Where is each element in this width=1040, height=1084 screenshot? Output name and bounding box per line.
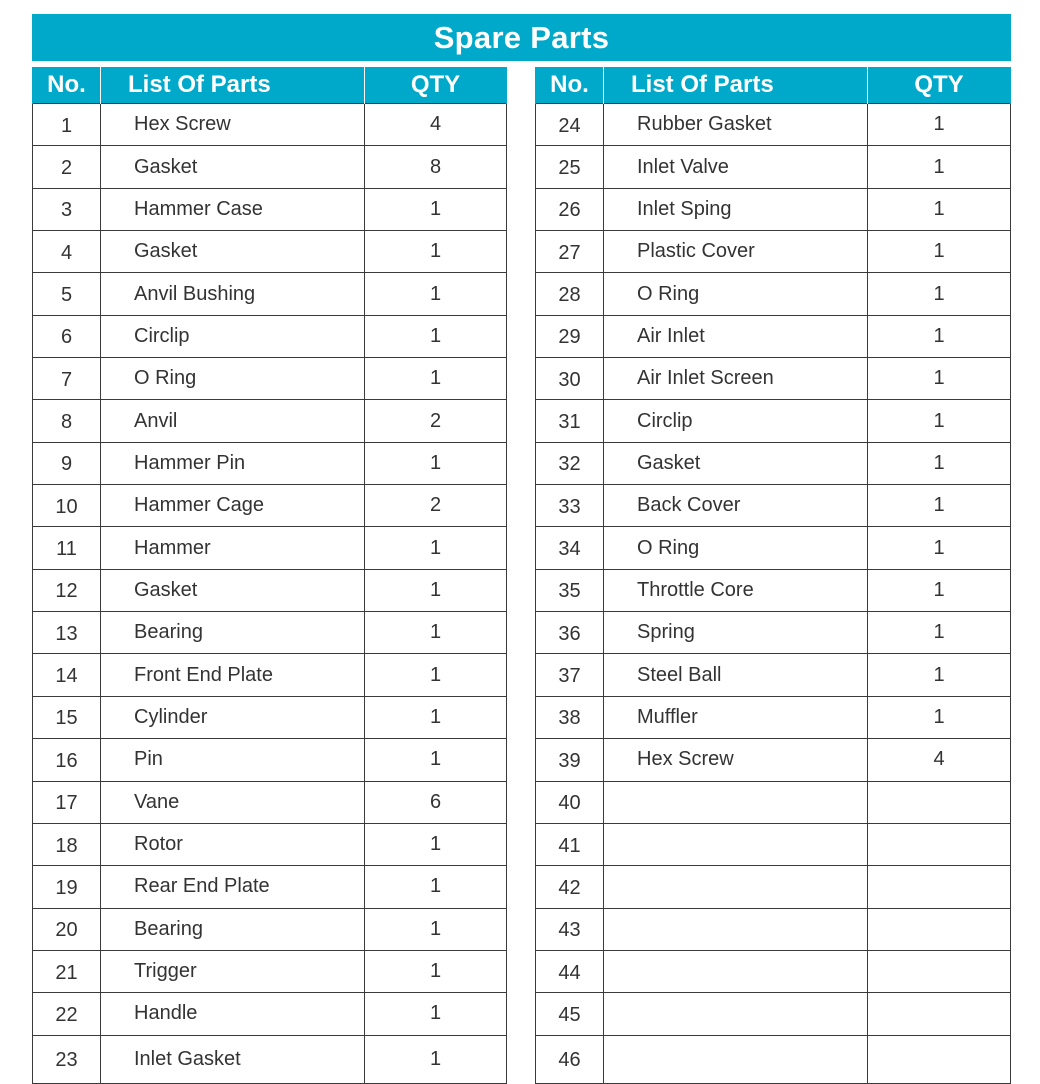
part-number: 37 [536,654,604,696]
part-qty: 1 [365,739,507,781]
part-qty: 2 [365,485,507,527]
part-qty: 1 [868,104,1011,146]
part-qty [868,1035,1011,1083]
part-qty: 1 [365,612,507,654]
table-row [536,739,1011,781]
table-row [33,315,507,357]
part-number: 22 [33,993,101,1035]
part-number: 39 [536,739,604,781]
part-name: Pin [101,739,365,781]
part-name: Rotor [101,823,365,865]
part-number: 7 [33,358,101,400]
part-qty: 1 [868,273,1011,315]
part-number: 25 [536,146,604,188]
part-qty: 1 [868,146,1011,188]
part-number: 46 [536,1035,604,1083]
part-number: 32 [536,442,604,484]
part-name: O Ring [604,527,868,569]
part-qty: 4 [868,739,1011,781]
part-name: O Ring [604,273,868,315]
parts-table-right [535,67,1011,1084]
part-number: 23 [33,1035,101,1083]
part-number: 2 [33,146,101,188]
column-header-parts: List Of Parts [101,67,365,104]
part-qty: 1 [868,231,1011,273]
part-name: Hex Screw [101,104,365,146]
part-number: 10 [33,485,101,527]
part-qty: 1 [365,231,507,273]
table-row [33,950,507,992]
part-number: 33 [536,485,604,527]
part-qty: 1 [868,442,1011,484]
part-name: Plastic Cover [604,231,868,273]
table-row [33,781,507,823]
part-number: 12 [33,569,101,611]
table-row [536,146,1011,188]
column-header-qty: QTY [868,67,1011,104]
table-row [33,1035,507,1083]
part-number: 13 [33,612,101,654]
table-row [536,485,1011,527]
table-row [536,442,1011,484]
part-name: Inlet Valve [604,146,868,188]
part-name: O Ring [101,358,365,400]
part-number: 21 [33,950,101,992]
part-name: Gasket [604,442,868,484]
table-row [33,823,507,865]
table-row [536,696,1011,738]
part-qty: 1 [365,654,507,696]
parts-table-left-body [33,104,507,1084]
part-qty [868,950,1011,992]
part-qty: 4 [365,104,507,146]
table-row [33,612,507,654]
part-name: Spring [604,612,868,654]
table-row [33,188,507,230]
part-name: Trigger [101,950,365,992]
part-number: 4 [33,231,101,273]
part-name: Anvil [101,400,365,442]
table-row [536,654,1011,696]
part-qty [868,866,1011,908]
part-qty: 1 [365,823,507,865]
table-row [33,696,507,738]
part-name: Hex Screw [604,739,868,781]
part-name: Gasket [101,231,365,273]
part-number: 38 [536,696,604,738]
part-qty: 1 [868,654,1011,696]
part-name: Vane [101,781,365,823]
part-name: Hammer Cage [101,485,365,527]
part-number: 44 [536,950,604,992]
part-name: Rear End Plate [101,866,365,908]
table-row [33,908,507,950]
part-qty: 1 [365,908,507,950]
part-qty: 1 [365,696,507,738]
part-number: 26 [536,188,604,230]
part-number: 9 [33,442,101,484]
part-name: Inlet Gasket [101,1035,365,1083]
part-number: 34 [536,527,604,569]
part-qty: 1 [868,612,1011,654]
table-row [33,527,507,569]
part-name: Bearing [101,612,365,654]
part-qty: 1 [365,950,507,992]
part-name: Circlip [604,400,868,442]
part-qty: 1 [365,358,507,400]
table-row [536,823,1011,865]
table-row [536,188,1011,230]
part-name [604,866,868,908]
table-row [536,104,1011,146]
part-qty: 1 [365,273,507,315]
part-number: 40 [536,781,604,823]
part-qty: 1 [868,400,1011,442]
part-qty: 1 [868,527,1011,569]
part-name: Steel Ball [604,654,868,696]
part-name: Gasket [101,146,365,188]
part-qty: 1 [868,696,1011,738]
table-row [536,1035,1011,1083]
part-qty [868,781,1011,823]
table-row [536,273,1011,315]
part-number: 20 [33,908,101,950]
part-number: 5 [33,273,101,315]
part-number: 8 [33,400,101,442]
part-name: Hammer [101,527,365,569]
table-row [536,908,1011,950]
part-number: 24 [536,104,604,146]
table-row [536,231,1011,273]
part-qty: 1 [365,527,507,569]
table-row [536,950,1011,992]
part-name: Hammer Case [101,188,365,230]
part-name: Circlip [101,315,365,357]
part-qty: 1 [868,188,1011,230]
part-number: 35 [536,569,604,611]
part-qty: 1 [868,358,1011,400]
table-row [536,993,1011,1035]
part-qty: 1 [365,1035,507,1083]
part-name: Air Inlet [604,315,868,357]
part-name: Gasket [101,569,365,611]
part-number: 36 [536,612,604,654]
parts-table-right-body [536,104,1011,1084]
part-number: 11 [33,527,101,569]
part-number: 19 [33,866,101,908]
part-name [604,993,868,1035]
part-name: Air Inlet Screen [604,358,868,400]
table-row [33,739,507,781]
part-qty: 6 [365,781,507,823]
table-row [33,358,507,400]
part-qty [868,823,1011,865]
part-qty: 1 [365,188,507,230]
part-name [604,781,868,823]
part-name [604,950,868,992]
table-row [536,527,1011,569]
table-row [33,485,507,527]
part-name: Throttle Core [604,569,868,611]
part-name: Bearing [101,908,365,950]
part-qty [868,908,1011,950]
part-number: 45 [536,993,604,1035]
part-name: Inlet Sping [604,188,868,230]
table-row [536,781,1011,823]
table-row [536,569,1011,611]
part-name: Cylinder [101,696,365,738]
table-row [33,866,507,908]
part-number: 6 [33,315,101,357]
part-number: 29 [536,315,604,357]
part-qty: 1 [365,993,507,1035]
part-qty [868,993,1011,1035]
part-name: Rubber Gasket [604,104,868,146]
part-name: Muffler [604,696,868,738]
part-number: 42 [536,866,604,908]
part-number: 3 [33,188,101,230]
table-row [33,273,507,315]
table-row [33,400,507,442]
table-row [536,358,1011,400]
page-title: Spare Parts [32,14,1011,61]
table-row [536,315,1011,357]
part-qty: 2 [365,400,507,442]
part-number: 15 [33,696,101,738]
part-number: 27 [536,231,604,273]
parts-table-left [32,67,507,1084]
part-qty: 1 [365,866,507,908]
part-number: 14 [33,654,101,696]
column-header-parts: List Of Parts [604,67,868,104]
part-number: 28 [536,273,604,315]
part-number: 16 [33,739,101,781]
table-row [33,654,507,696]
column-header-qty: QTY [365,67,507,104]
table-row [33,442,507,484]
part-qty: 1 [365,569,507,611]
part-qty: 1 [868,485,1011,527]
table-row [33,231,507,273]
table-row [536,612,1011,654]
part-number: 41 [536,823,604,865]
part-name [604,823,868,865]
part-number: 43 [536,908,604,950]
table-header-row [33,67,507,104]
part-number: 30 [536,358,604,400]
column-header-no: No. [33,67,101,104]
table-row [33,146,507,188]
table-header-row [536,67,1011,104]
table-row [33,993,507,1035]
part-qty: 1 [365,315,507,357]
part-name: Back Cover [604,485,868,527]
part-number: 1 [33,104,101,146]
part-qty: 8 [365,146,507,188]
part-name: Hammer Pin [101,442,365,484]
column-header-no: No. [536,67,604,104]
part-name: Handle [101,993,365,1035]
part-number: 18 [33,823,101,865]
table-row [536,400,1011,442]
part-qty: 1 [365,442,507,484]
part-qty: 1 [868,315,1011,357]
table-row [33,104,507,146]
part-name [604,908,868,950]
part-number: 17 [33,781,101,823]
part-number: 31 [536,400,604,442]
part-name: Anvil Bushing [101,273,365,315]
table-row [536,866,1011,908]
table-row [33,569,507,611]
part-name [604,1035,868,1083]
part-qty: 1 [868,569,1011,611]
part-name: Front End Plate [101,654,365,696]
